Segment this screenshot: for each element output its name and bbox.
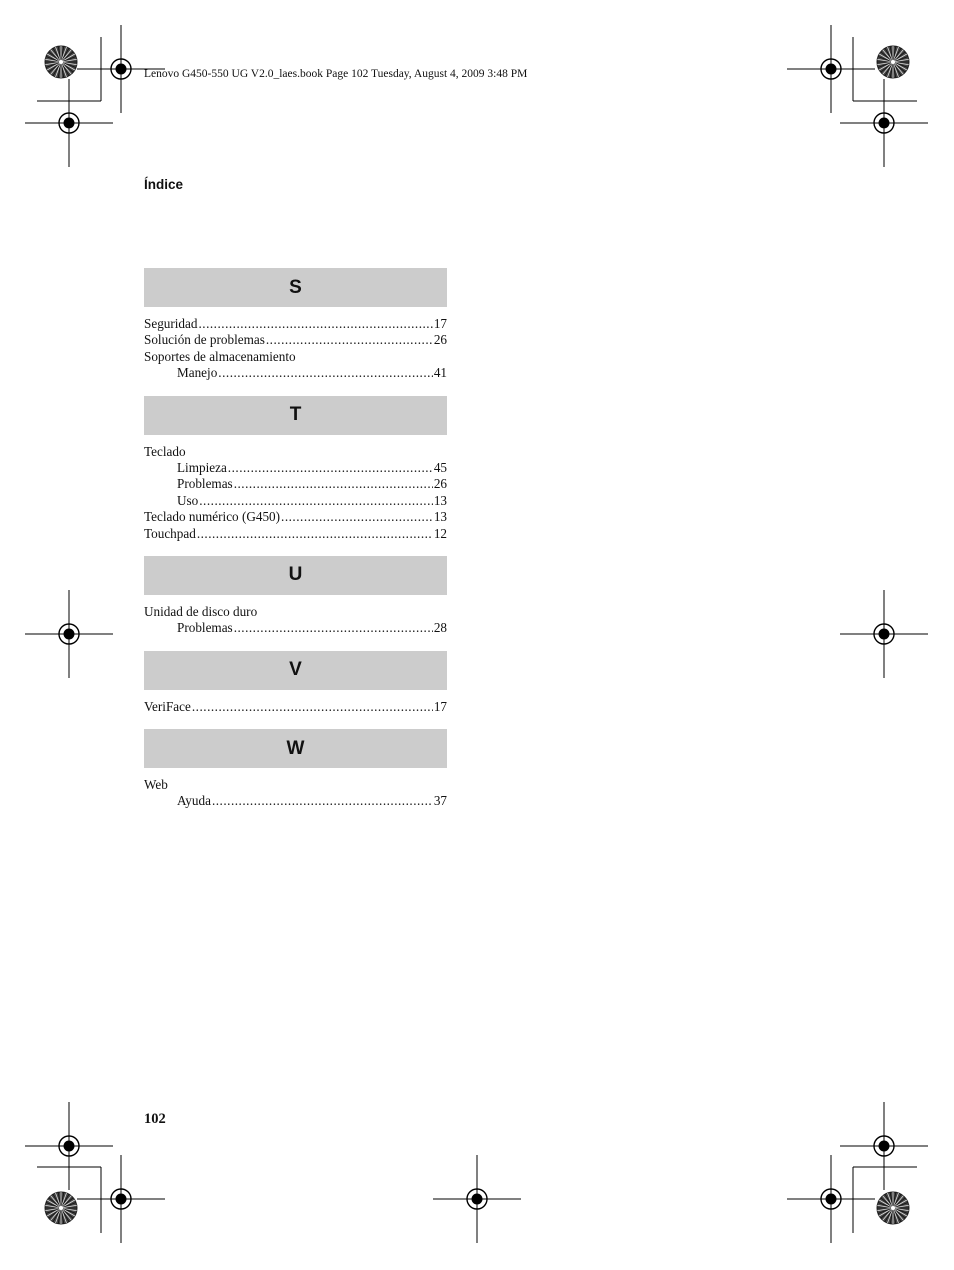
- index-entry: [144, 604, 447, 620]
- entry-page: 12: [433, 525, 447, 541]
- entry-label: VeriFace: [144, 698, 191, 714]
- entry-label: Ayuda: [177, 793, 211, 809]
- print-header: Lenovo G450-550 UG V2.0_laes.book Page 102 Tuesday, August 4, 2009 3:48 PM: [144, 68, 528, 80]
- entry-label: Soportes de almacenamiento: [144, 348, 296, 364]
- letter-bar-w: W: [144, 729, 447, 768]
- entry-label: Uso: [177, 492, 199, 508]
- entry-label: Web: [144, 777, 168, 793]
- index-entry: [144, 349, 447, 365]
- index-subentry: [144, 620, 447, 636]
- index-entry: [144, 699, 447, 715]
- index-entry: [144, 509, 447, 525]
- entry-label: Problemas: [177, 620, 233, 636]
- entry-label: Problemas: [177, 476, 233, 492]
- index-entry: [144, 332, 447, 348]
- entry-list-s: [144, 307, 447, 396]
- dot-leader: [192, 699, 433, 715]
- index-subentry: [144, 365, 447, 381]
- dot-leader: [228, 460, 433, 476]
- entry-page: 26: [433, 332, 447, 348]
- dot-leader: [197, 526, 433, 542]
- index-section-t: [144, 396, 447, 556]
- index-entry: [144, 444, 447, 460]
- entry-page: 26: [433, 476, 447, 492]
- letter-bar-t: T: [144, 396, 447, 435]
- index-subentry: [144, 460, 447, 476]
- letter-bar-v: V: [144, 651, 447, 690]
- entry-page: 28: [433, 620, 447, 636]
- starburst-center: [891, 60, 895, 64]
- entry-label: Touchpad: [144, 525, 196, 541]
- starburst-center: [59, 60, 63, 64]
- starburst-center: [59, 1206, 63, 1210]
- entry-list-v: [144, 690, 447, 729]
- index-subentry: [144, 793, 447, 809]
- entry-page: 41: [433, 365, 447, 381]
- entry-label: Seguridad: [144, 316, 198, 331]
- entry-page: 45: [433, 459, 447, 475]
- entry-list-w: [144, 768, 447, 824]
- entry-label: Manejo: [177, 365, 218, 381]
- dot-leader: [266, 332, 433, 348]
- index-entry: [144, 526, 447, 542]
- index-section-s: [144, 268, 447, 396]
- entry-label: Teclado: [144, 443, 186, 459]
- entry-list-u: [144, 595, 447, 651]
- index-section-u: [144, 556, 447, 651]
- index-section-v: [144, 651, 447, 729]
- dot-leader: [212, 793, 433, 809]
- index-entry: [144, 316, 447, 332]
- entry-page: 13: [433, 492, 447, 508]
- index-subentry: [144, 493, 447, 509]
- letter-bar-u: U: [144, 556, 447, 595]
- page-number: 102: [144, 1111, 166, 1127]
- dot-leader: [281, 509, 433, 525]
- entry-page: 13: [433, 509, 447, 525]
- entry-label: Solución de problemas: [144, 332, 265, 348]
- dot-leader: [234, 620, 433, 636]
- starburst-center: [891, 1206, 895, 1210]
- entry-page: 17: [433, 316, 447, 331]
- entry-page: 17: [433, 698, 447, 714]
- page-title: Índice: [144, 177, 184, 192]
- index-subentry: [144, 476, 447, 492]
- index-section-w: [144, 729, 447, 824]
- entry-label: Unidad de disco duro: [144, 603, 258, 619]
- index-entry: [144, 777, 447, 793]
- entry-label: Limpieza: [177, 459, 227, 475]
- dot-leader: [218, 365, 433, 381]
- dot-leader: [234, 476, 433, 492]
- entry-list-t: [144, 435, 447, 556]
- dot-leader: [198, 316, 432, 332]
- dot-leader: [199, 493, 433, 509]
- entry-label: Teclado numérico (G450): [144, 509, 281, 525]
- letter-bar-s: S: [144, 268, 447, 307]
- index-column: [144, 268, 447, 824]
- entry-page: 37: [433, 793, 447, 809]
